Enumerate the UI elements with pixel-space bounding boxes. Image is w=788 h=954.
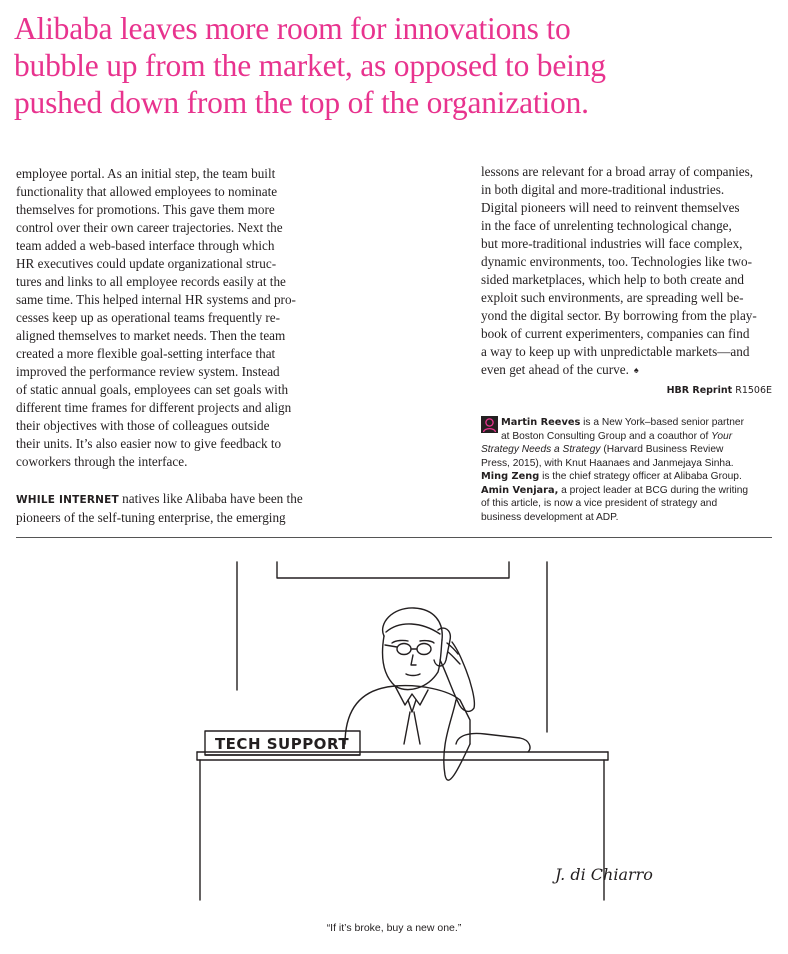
reprint-number: R1506E <box>735 385 772 396</box>
text-line: themselves for promotions. This gave them more <box>16 202 275 217</box>
man-shoulders <box>345 686 470 744</box>
author-name: Amin Venjara, <box>481 484 559 496</box>
text-line: a way to keep up with unpredictable markets—and <box>481 344 750 359</box>
text-line: book of current experimenters, companies can find <box>481 326 750 341</box>
author-bios <box>481 416 781 524</box>
text-line: yond the digital sector. By borrowing from the play- <box>481 308 757 323</box>
text-line: functionality that allowed employees to nominate <box>16 184 278 199</box>
bio-line <box>481 470 781 484</box>
man-head <box>382 636 442 690</box>
text-span: at Boston Consulting Group and a coauthor of <box>501 430 712 442</box>
desk-sides <box>200 760 604 900</box>
book-title: Your <box>711 430 733 442</box>
author-name: Martin Reeves <box>501 417 581 428</box>
text-span: (Harvard Business Review <box>600 444 724 455</box>
left-paragraph-1 <box>16 165 312 471</box>
cartoon-caption: “If it’s broke, buy a new one.” <box>326 922 462 934</box>
cartoon-illustration <box>0 540 788 920</box>
end-mark-icon: ♠ <box>633 365 639 375</box>
text-line: in both digital and more-traditional industries. <box>481 182 725 197</box>
bio-line <box>481 443 781 457</box>
bio-line: business development at ADP. <box>481 511 619 523</box>
pull-quote <box>14 10 774 121</box>
right-column <box>481 163 779 379</box>
text-line: exploit such environments, are spreading well be- <box>481 290 744 305</box>
text-line: their units. It’s also easier now to give feedback to <box>16 436 282 451</box>
artist-signature: J. di Chiarro <box>555 865 653 884</box>
book-title: Strategy Needs a Strategy <box>481 444 601 455</box>
text-line: coworkers through the interface. <box>16 454 188 469</box>
section-divider <box>16 537 772 538</box>
author-name: Ming Zeng <box>481 471 540 482</box>
bio-line: of this article, is now a vice president of strategy and <box>481 498 718 509</box>
text-span: is the chief strategy officer at Alibaba Group. <box>539 471 742 482</box>
text-line: of static annual goals, employees can set goals with <box>16 382 289 397</box>
text-line: different time frames for different projects and align <box>16 400 292 415</box>
text-line: employee portal. As an initial step, the team built <box>16 166 276 181</box>
necktie <box>404 712 420 744</box>
text-span: a project leader at BCG during the writing <box>558 484 749 496</box>
text-line: same time. This helped internal HR systems and pro- <box>16 292 296 307</box>
bio-line <box>481 484 781 498</box>
bio-line <box>481 430 781 444</box>
text-line: created a more flexible goal-setting interface that <box>16 346 276 361</box>
pull-quote-line: bubble up from the market, as opposed to being <box>14 48 606 83</box>
bio-line: Press, 2015), with Knut Haanaes and Janmejaya Sinha. <box>481 457 734 469</box>
text-line: lessons are relevant for a broad array of companies, <box>481 164 754 179</box>
text-line: in the face of unrelenting technological change, <box>481 218 732 233</box>
text-line: aligned themselves to market needs. Then the team <box>16 328 286 343</box>
text-line: cesses keep up as operational teams frequently re- <box>16 310 281 325</box>
text-span: natives like Alibaba have been the <box>118 491 303 506</box>
left-column <box>16 165 312 527</box>
section-lead-in: WHILE INTERNET <box>16 494 119 506</box>
reprint-label: HBR Reprint <box>666 385 733 396</box>
pull-quote-line: pushed down from the top of the organization. <box>14 85 589 120</box>
text-span: even get ahead of the curve. <box>481 362 629 377</box>
reprint-code <box>667 385 772 396</box>
bio-line <box>481 416 781 430</box>
text-line: but more-traditional industries will face complex, <box>481 236 743 251</box>
nameplate-text: TECH SUPPORT <box>214 735 350 753</box>
text-line: Digital pioneers will need to reinvent themselves <box>481 200 740 215</box>
text-line <box>16 490 312 509</box>
text-line: tures and links to all employee records easily at the <box>16 274 286 289</box>
text-line: pioneers of the self-tuning enterprise, the emerging <box>16 510 286 525</box>
left-paragraph-2 <box>16 490 312 527</box>
text-line: improved the performance review system. Instead <box>16 364 280 379</box>
text-line: dynamic environments, too. Technologies like two- <box>481 254 752 269</box>
text-line: control over their own career trajectories. Next the <box>16 220 283 235</box>
text-line: HR executives could update organizational struc- <box>16 256 277 271</box>
text-span: is a New York–based senior partner <box>580 417 744 428</box>
picture-frame <box>277 562 509 578</box>
text-line: sided marketplaces, which help to both create and <box>481 272 744 287</box>
text-line: team added a web-based interface through which <box>16 238 275 253</box>
text-line <box>481 361 779 379</box>
text-line: their objectives with those of colleagues outside <box>16 418 270 433</box>
pull-quote-line: Alibaba leaves more room for innovations to <box>14 11 571 46</box>
